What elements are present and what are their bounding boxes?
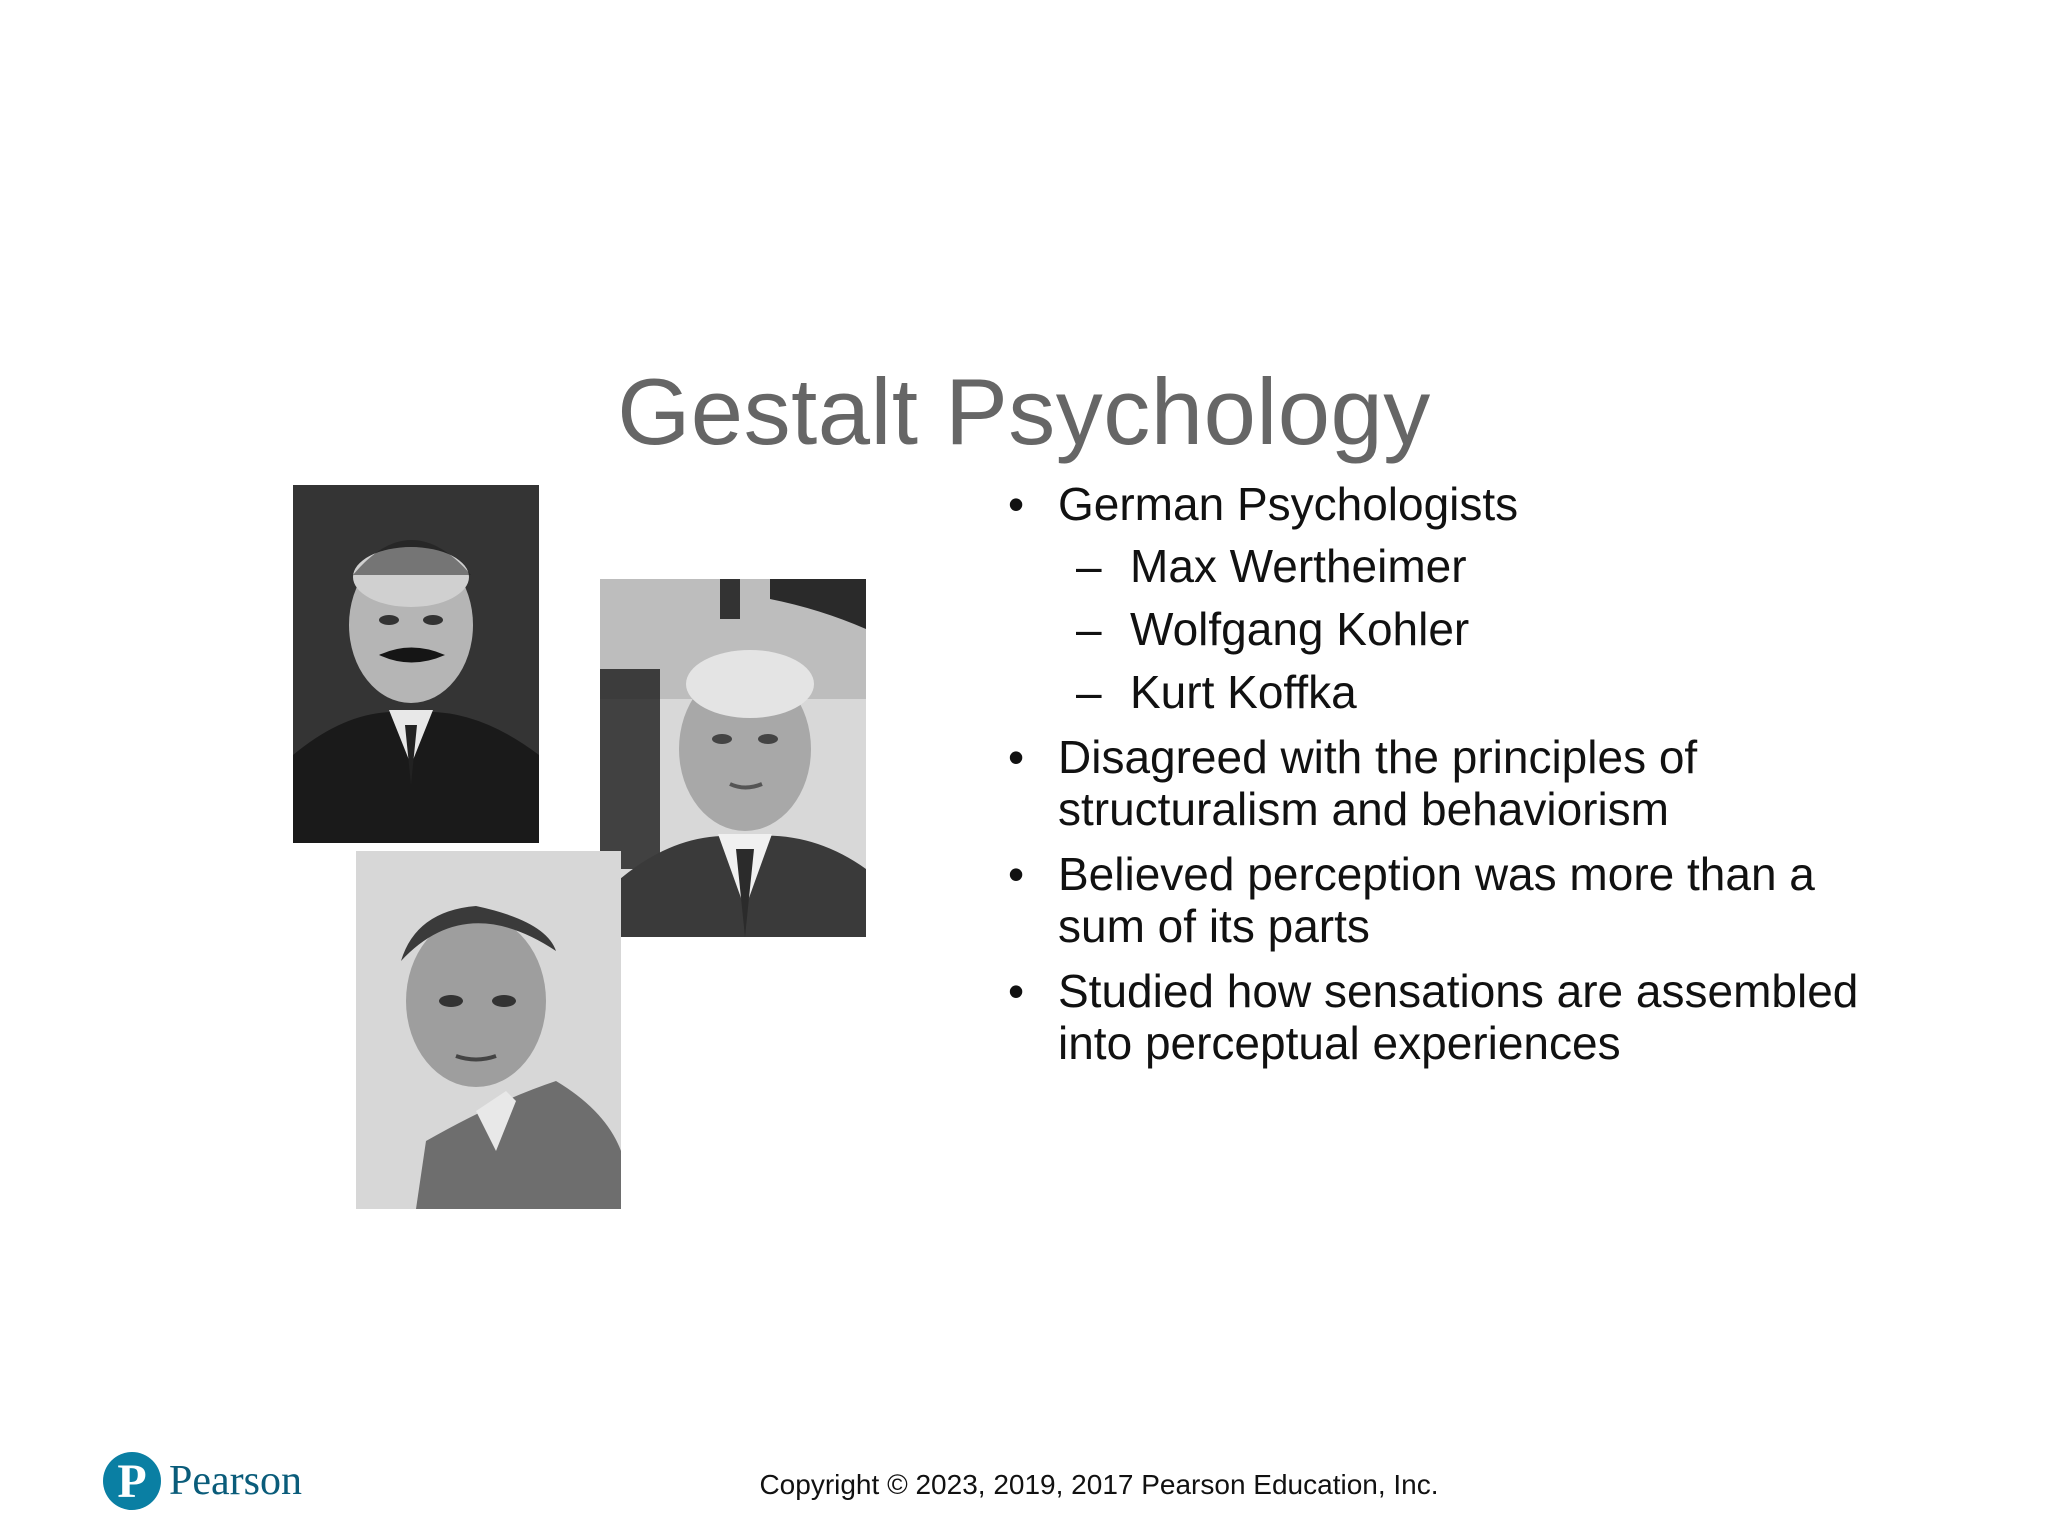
bullet-item [1000,965,1900,1069]
pearson-logo-wordmark: Pearson [169,1458,302,1504]
sub-bullet-item: – Wolfgang Kohler [1058,603,1900,655]
sub-bullet-item: – Max Wertheimer [1058,540,1900,592]
portrait-photo-wertheimer [293,485,539,843]
pearson-logo-icon: P [103,1452,161,1510]
portrait-photo-kohler [600,579,866,937]
bullet-item [1000,848,1900,952]
bullet-item [1000,478,1900,718]
bullet-item [1000,731,1900,835]
bullet-text: Believed perception was more than a sum of its parts [1058,848,1815,952]
sub-bullet-item: – Kurt Koffka [1058,666,1900,718]
sub-bullet-list [1058,540,1900,718]
bullet-text: German Psychologists [1058,478,1519,530]
bullet-text: Disagreed with the principles of structuralism and behaviorism [1058,731,1698,835]
bullet-list [1000,478,1900,1082]
copyright-notice: Copyright © 2023, 2019, 2017 Pearson Education, Inc. [759,1469,1439,1500]
slide-title: Gestalt Psychology [617,359,1431,464]
portrait-photo-koffka [356,851,621,1209]
bullet-text: Studied how sensations are assembled into perceptual experiences [1058,965,1859,1069]
